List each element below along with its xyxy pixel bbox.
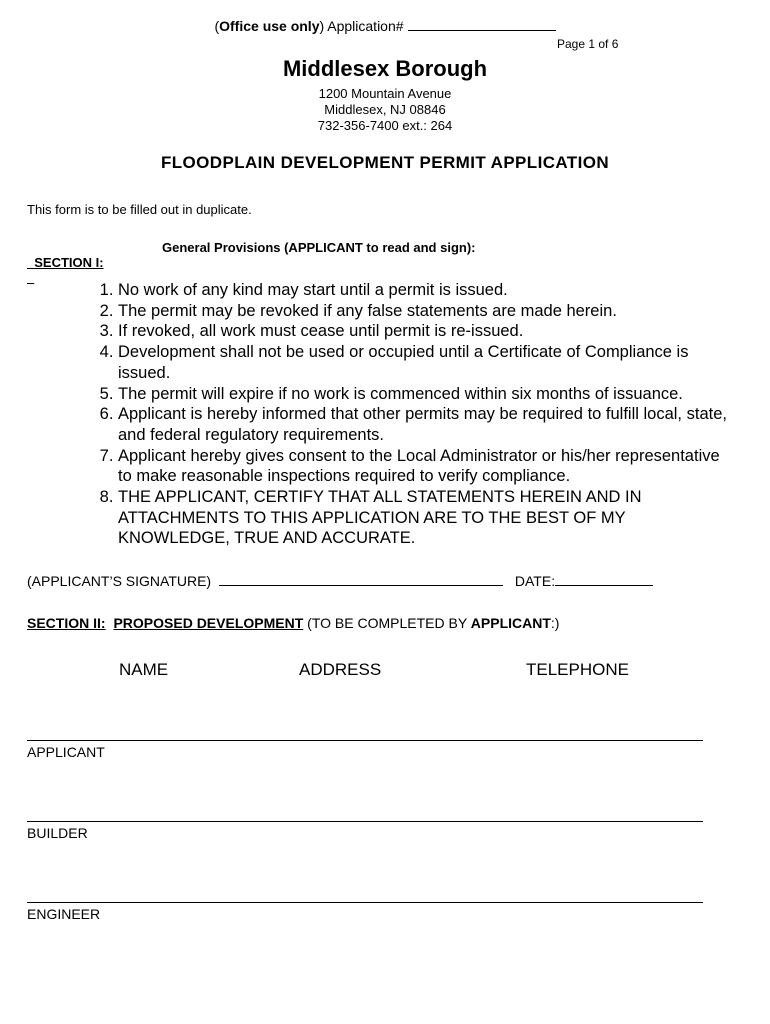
- provision-item: 6. Applicant is hereby informed that other permits may be required to fulfill local, state, and federal regulatory requirements.: [118, 404, 733, 445]
- provision-item: 7. Applicant hereby gives consent to the Local Administrator or his/her representative to make reasonable inspections required to verify compliance.: [118, 446, 733, 487]
- date-field[interactable]: [555, 572, 653, 586]
- section-1-title: General Provisions (APPLICANT to read and sign):: [162, 240, 476, 255]
- signature-line: [27, 572, 653, 589]
- section-2-note-close: :): [550, 615, 560, 631]
- builder-entry-line[interactable]: [27, 821, 703, 822]
- column-header-telephone: TELEPHONE: [526, 660, 629, 679]
- row-label-engineer: ENGINEER: [27, 906, 101, 922]
- signature-field[interactable]: [219, 572, 503, 586]
- section-2-note-bold: APPLICANT: [470, 615, 551, 631]
- signature-label: (APPLICANT’S SIGNATURE): [27, 573, 212, 589]
- engineer-entry-line[interactable]: [27, 902, 703, 903]
- provision-item: 4. Development shall not be used or occupied until a Certificate of Compliance is issued.: [118, 342, 733, 383]
- address-line-1: 1200 Mountain Avenue: [318, 86, 452, 101]
- section-1-label: SECTION I:: [34, 255, 104, 270]
- application-number-field[interactable]: [408, 17, 556, 31]
- provision-item: 3. If revoked, all work must cease until permit is re-issued.: [118, 321, 733, 342]
- office-use-only-label: Office use only: [219, 18, 320, 34]
- address-line-2: Middlesex, NJ 08846: [324, 102, 446, 117]
- org-name: Middlesex Borough: [282, 56, 488, 81]
- provision-item: 1. No work of any kind may start until a permit is issued.: [118, 280, 733, 301]
- section-1-heading: [27, 240, 476, 285]
- applicant-entry-line[interactable]: [27, 740, 703, 741]
- section-2-note-open: (TO BE COMPLETED BY: [307, 615, 471, 631]
- org-phone: 732-356-7400 ext.: 264: [317, 118, 453, 133]
- provisions-list: [68, 280, 733, 549]
- row-label-builder: BUILDER: [27, 825, 88, 841]
- form-title: FLOODPLAIN DEVELOPMENT PERMIT APPLICATION: [160, 153, 609, 172]
- provision-item: 8. THE APPLICANT, CERTIFY THAT ALL STATEMENTS HEREIN AND IN ATTACHMENTS TO THIS APPLICATION ARE TO THE BEST OF MY KNOWLEDGE, TRUE AND ACCURATE.: [118, 487, 733, 549]
- provision-item: 2. The permit may be revoked if any false statements are made herein.: [118, 301, 733, 322]
- intro-text: This form is to be filled out in duplicate.: [27, 202, 252, 217]
- office-use-line: [0, 17, 770, 34]
- section-2-title: PROPOSED DEVELOPMENT: [113, 615, 304, 631]
- page-number: Page 1 of 6: [557, 37, 619, 51]
- provision-item: 5. The permit will expire if no work is commenced within six months of issuance.: [118, 384, 733, 405]
- column-header-name: NAME: [119, 660, 169, 679]
- section-2-heading: [27, 615, 559, 631]
- row-label-applicant: APPLICANT: [27, 744, 105, 760]
- column-header-address: ADDRESS: [299, 660, 382, 679]
- section-2-label: SECTION II:: [27, 615, 106, 631]
- application-number-label: ) Application#: [319, 18, 404, 34]
- date-label: DATE:: [514, 573, 556, 589]
- office-open-paren: (: [214, 18, 220, 34]
